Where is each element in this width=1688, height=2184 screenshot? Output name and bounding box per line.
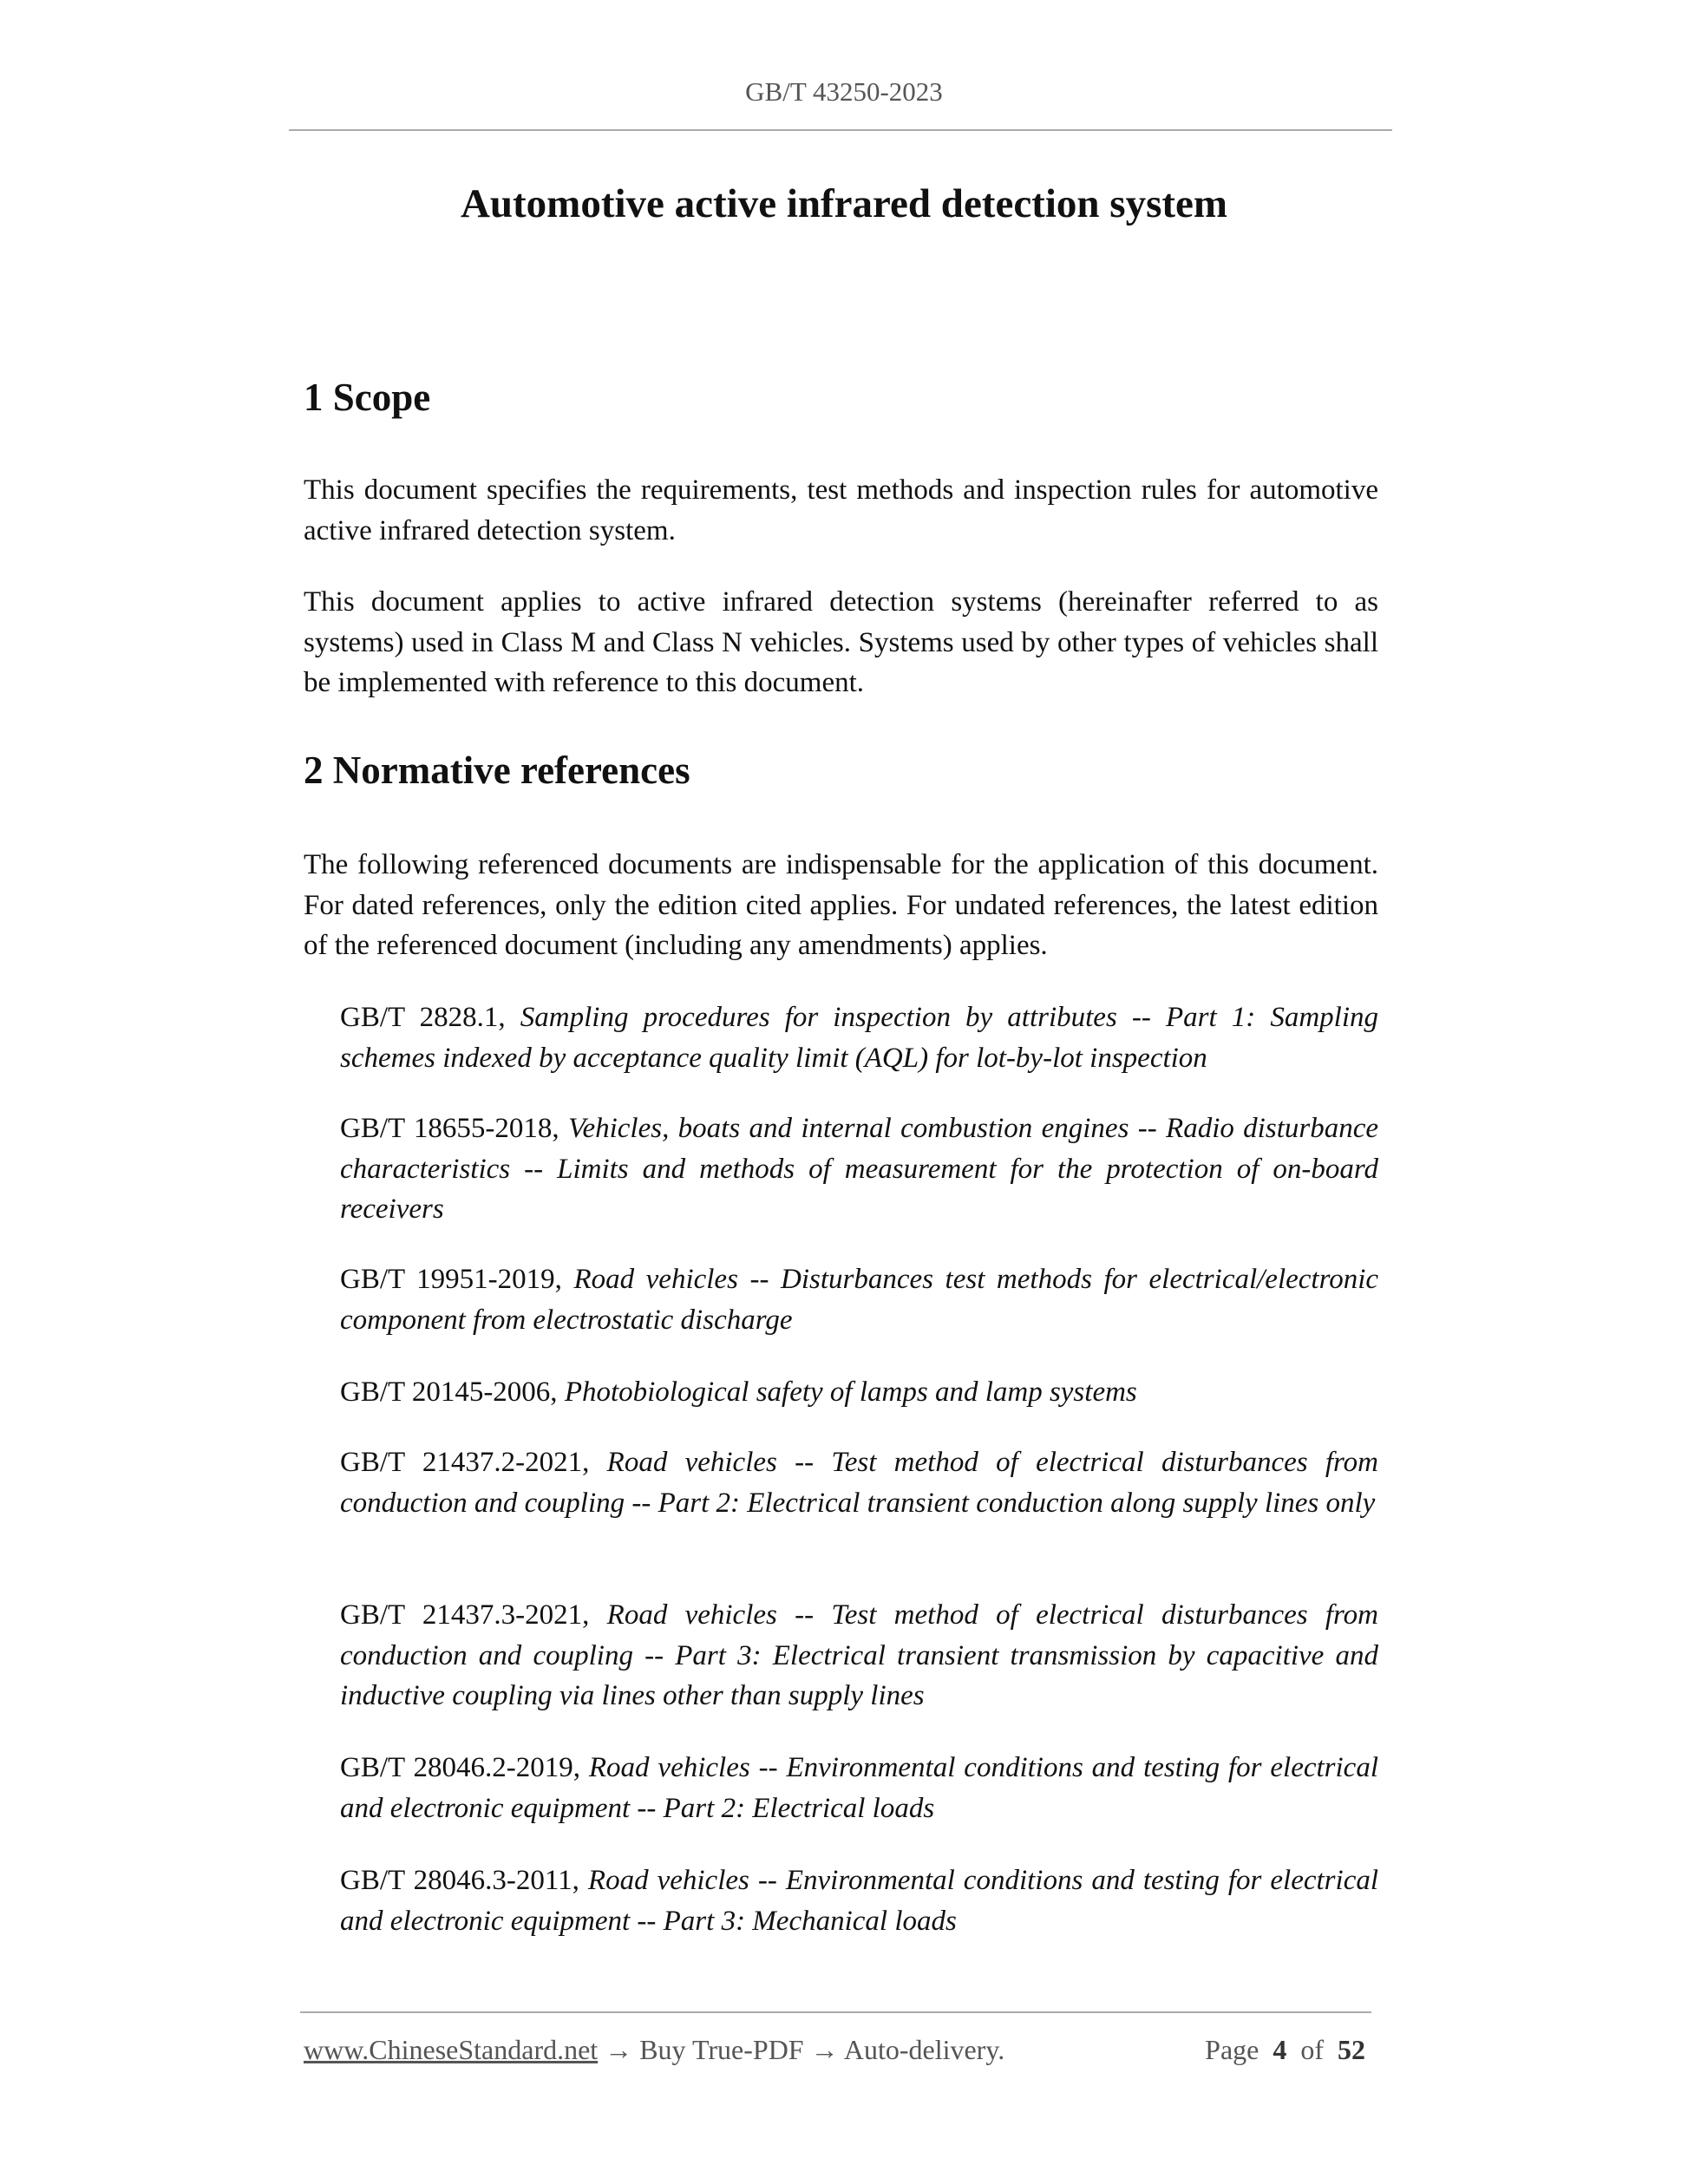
reference-title: Photobiological safety of lamps and lamp systems bbox=[564, 1376, 1137, 1408]
reference-title: Vehicles, boats and internal combustion engines -- Radio disturbance characteristics -- Limits and methods of measurement for the protection of on-board receivers bbox=[340, 1113, 1379, 1225]
section-heading-normative-references: 2 Normative references bbox=[304, 749, 690, 792]
reference-title: Road vehicles -- Disturbances test methods for electrical/electronic component from electrostatic discharge bbox=[340, 1264, 1379, 1336]
buy-true-pdf-text: Buy True-PDF bbox=[639, 2034, 804, 2065]
header-divider bbox=[289, 129, 1392, 131]
reference-title: Sampling procedures for inspection by attributes -- Part 1: Sampling schemes indexed by acceptance quality limit (AQL) for lot-by-lot inspection bbox=[340, 1002, 1379, 1074]
reference-item bbox=[340, 1748, 1378, 1828]
reference-title: Road vehicles -- Test method of electrical disturbances from conduction and coupling -- Part 3: Electrical transient transmission by capacitive and inductive coupling via lines other than supply lines bbox=[340, 1599, 1379, 1711]
reference-title: Road vehicles -- Test method of electrical disturbances from conduction and coupling -- Part 2: Electrical transient conduction along supply lines only bbox=[340, 1447, 1379, 1519]
references-intro-paragraph: The following referenced documents are indispensable for the application of this document. For dated references, only the edition cited applies. For undated references, the latest edition of the referenced document (including any amendments) applies. bbox=[304, 849, 1378, 961]
reference-code: GB/T 28046.3-2011, bbox=[340, 1865, 579, 1896]
scope-paragraph: This document specifies the requirements, test methods and inspection rules for automotive active infrared detection system. bbox=[304, 474, 1378, 546]
reference-item bbox=[340, 1108, 1378, 1230]
of-label: of bbox=[1300, 2034, 1324, 2065]
footer-divider bbox=[300, 2011, 1371, 2013]
reference-item bbox=[340, 1442, 1378, 1523]
website-link[interactable]: www.ChineseStandard.net bbox=[304, 2034, 599, 2065]
reference-title: Road vehicles -- Environmental conditions and testing for electrical and electronic equipment -- Part 3: Mechanical loads bbox=[340, 1865, 1379, 1937]
reference-item bbox=[340, 1595, 1378, 1716]
reference-code: GB/T 20145-2006, bbox=[340, 1376, 558, 1408]
reference-item bbox=[340, 997, 1378, 1078]
current-page-number: 4 bbox=[1273, 2034, 1287, 2065]
section-heading-scope: 1 Scope bbox=[304, 376, 431, 419]
document-title: Automotive active infrared detection system bbox=[460, 181, 1228, 226]
reference-item bbox=[340, 1259, 1378, 1340]
total-pages-number: 52 bbox=[1338, 2034, 1365, 2065]
auto-delivery-text: Auto-delivery. bbox=[843, 2034, 1005, 2065]
reference-title: Road vehicles -- Environmental conditions and testing for electrical and electronic equipment -- Part 2: Electrical loads bbox=[340, 1752, 1379, 1824]
reference-code: GB/T 21437.2-2021, bbox=[340, 1447, 590, 1478]
reference-code: GB/T 21437.3-2021, bbox=[340, 1599, 590, 1631]
arrow-right-icon: → bbox=[605, 2034, 633, 2065]
footer-promo bbox=[304, 2034, 1004, 2066]
arrow-right-icon: → bbox=[810, 2034, 839, 2065]
reference-code: GB/T 19951-2019, bbox=[340, 1264, 562, 1295]
document-code-header: GB/T 43250-2023 bbox=[745, 76, 943, 107]
reference-code: GB/T 2828.1, bbox=[340, 1002, 506, 1033]
page-label: Page bbox=[1205, 2034, 1259, 2065]
scope-paragraph: This document applies to active infrared detection systems (hereinafter referred to as systems) used in Class M and Class N vehicles. Systems used by other types of vehicles shall be implemented with reference to this document. bbox=[304, 586, 1378, 698]
reference-code: GB/T 28046.2-2019, bbox=[340, 1752, 580, 1783]
page-indicator bbox=[1205, 2034, 1365, 2066]
reference-code: GB/T 18655-2018, bbox=[340, 1113, 559, 1144]
reference-item bbox=[340, 1372, 1378, 1413]
reference-item bbox=[340, 1860, 1378, 1941]
